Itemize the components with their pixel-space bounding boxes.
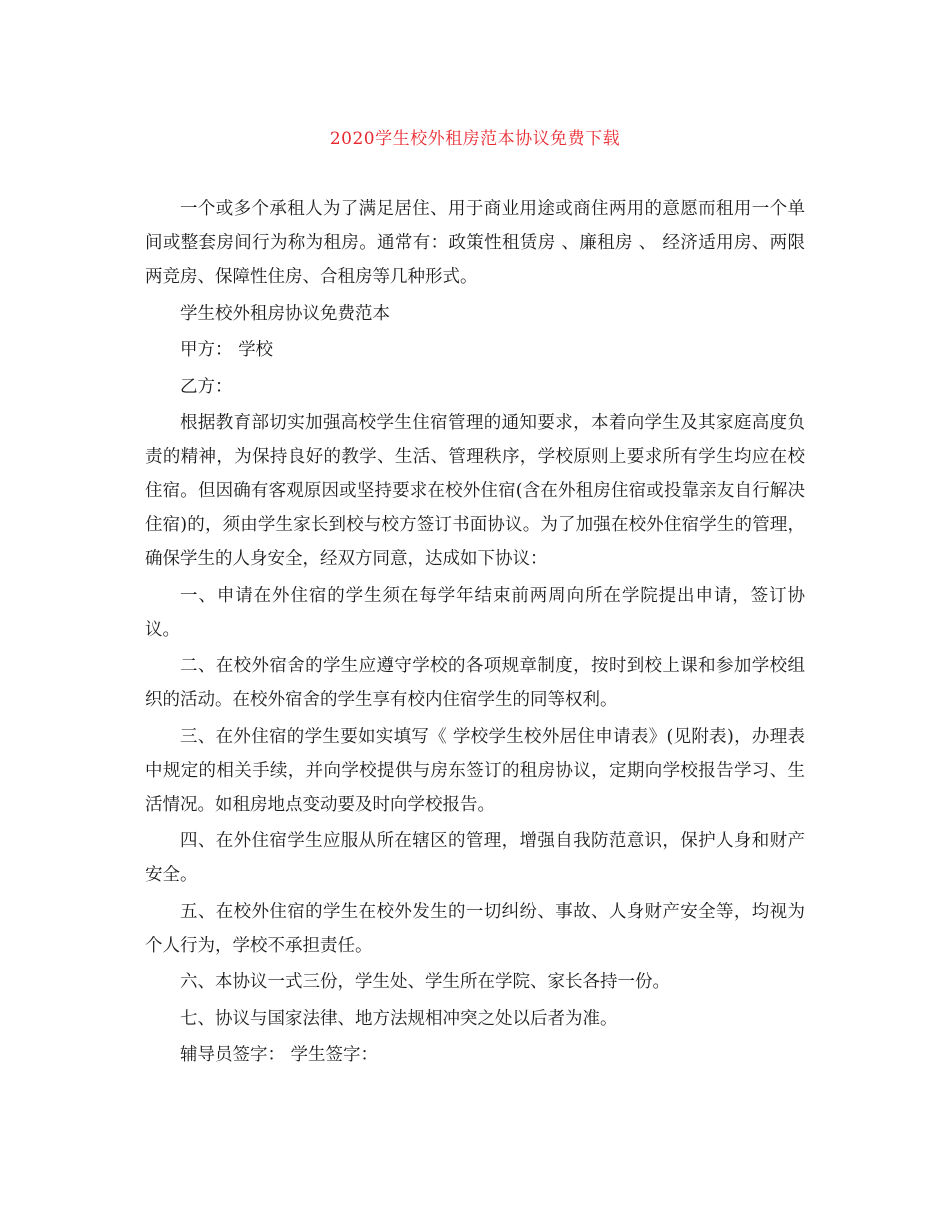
paragraph-clause-1: 一、申请在外住宿的学生须在每学年结束前两周向所在学院提出申请，签订协议。 (145, 585, 805, 640)
paragraph-clause-6: 六、本协议一式三份，学生处、学生所在学院、家长各持一份。 (180, 972, 670, 992)
document-title: 2020学生校外租房范本协议免费下载 (329, 129, 621, 149)
paragraph-subtitle: 学生校外租房协议免费范本 (180, 303, 390, 324)
document-body (145, 192, 805, 1075)
paragraph-intro: 一个或多个承租人为了满足居住、用于商业用途或商住两用的意愿而租用一个单间或整套房间行为称为租房。通常有：政策性租赁房 、廉租房 、 经济适用房、两限两竞房、保障性住房、合租房等几种形式。 (145, 199, 805, 287)
paragraph-clause-3: 三、在外住宿的学生要如实填写《 学校学生校外居住申请表》(见附表)，办理表中规定的相关手续，并向学校提供与房东签订的租房协议，定期向学校报告学习、生活情况。如租房地点变动要及时向学校报告。 (145, 726, 805, 815)
paragraph-clause-2: 二、在校外宿舍的学生应遵守学校的各项规章制度，按时到校上课和参加学校组织的活动。在校外宿舍的学生享有校内住宿学生的同等权利。 (145, 656, 805, 710)
paragraph-party-a: 甲方： 学校 (180, 340, 274, 360)
paragraph-signatures: 辅导员签字： 学生签字： (180, 1045, 379, 1065)
paragraph-preamble: 根据教育部切实加强高校学生住宿管理的通知要求，本着向学生及其家庭高度负责的精神，为保持良好的教学、生活、管理秩序，学校原则上要求所有学生均应在校住宿。但因确有客观原因或坚持要求在校外住宿(含在外租房住宿或投靠亲友自行解决住宿)的，须由学生家长到校与校方签订书面协议。为了加强在校外住宿学生的管理，确保学生的人身安全，经双方同意，达成如下协议： (145, 413, 805, 569)
paragraph-clause-7: 七、协议与国家法律、地方法规相冲突之处以后者为准。 (180, 1008, 618, 1029)
paragraph-party-b: 乙方： (180, 376, 233, 397)
paragraph-clause-5: 五、在校外住宿的学生在校外发生的一切纠纷、事故、人身财产安全等，均视为个人行为，学校不承担责任。 (145, 901, 805, 956)
paragraph-clause-4: 四、在外住宿学生应服从所在辖区的管理，增强自我防范意识，保护人身和财产安全。 (145, 831, 805, 885)
